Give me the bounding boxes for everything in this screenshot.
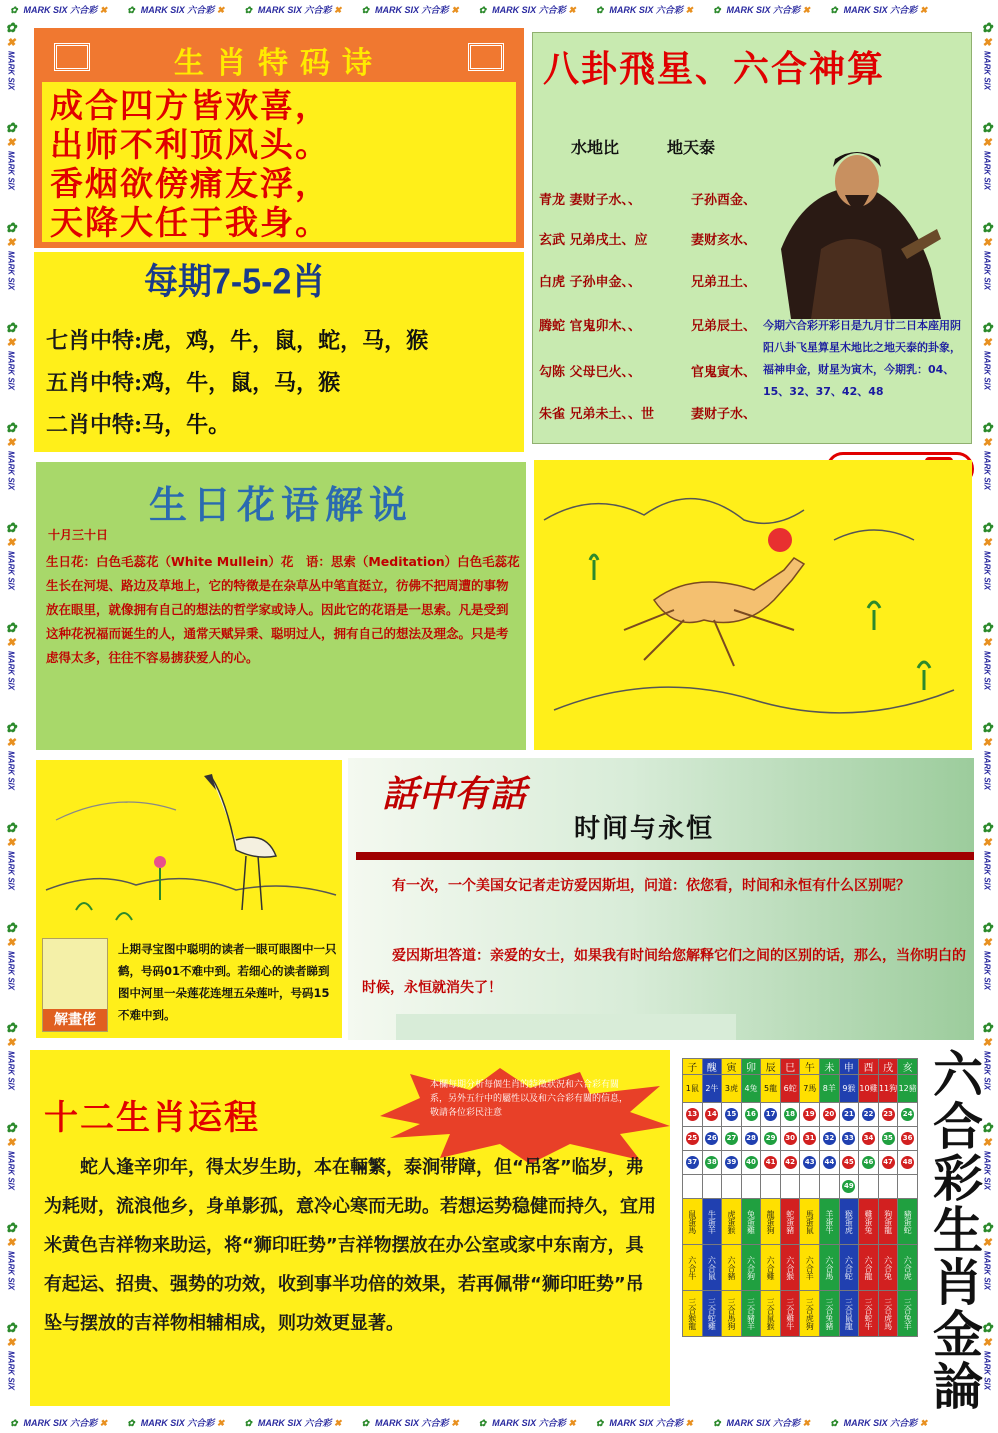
table-cell: 午 [800, 1059, 820, 1075]
table-cell [859, 1103, 879, 1127]
number-ball: 33 [842, 1132, 855, 1145]
story-title-1: 話中有話 [382, 773, 527, 815]
border-tile: ✿ ✖ MARK SIX [981, 320, 993, 391]
table-cell [800, 1151, 820, 1175]
gua-line-right: 兄弟辰土、 [691, 319, 757, 334]
answer-badge [42, 938, 108, 1032]
relation-row [683, 1291, 918, 1337]
table-cell [878, 1103, 898, 1127]
table-cell: 未 [820, 1059, 840, 1075]
number-ball: 20 [823, 1108, 836, 1121]
border-tile: ✿ ✖ MARK SIX [981, 20, 993, 91]
number-ball: 23 [882, 1108, 895, 1121]
table-cell [898, 1151, 918, 1175]
table-cell [878, 1175, 898, 1199]
top-border [0, 0, 998, 20]
gua-line-left: 朱雀 兄弟未土、、世 [539, 407, 655, 422]
table-cell: 兔蛋雞 [741, 1199, 761, 1245]
border-tile: ✿ ✖ MARK SIX [5, 520, 17, 591]
table-cell: 醜 [702, 1059, 722, 1075]
table-cell [859, 1127, 879, 1151]
border-tile: ✿ MARK SIX 六合彩 ✖ [595, 1418, 693, 1428]
zodiac-grid [682, 1058, 918, 1337]
number-ball: 39 [725, 1156, 738, 1169]
table-cell: 三合猴龍 [683, 1291, 703, 1337]
table-cell: 六合馬 [820, 1245, 840, 1291]
border-tile: ✿ ✖ MARK SIX [981, 1220, 993, 1291]
table-cell [839, 1127, 859, 1151]
story-paragraph: 爱因斯坦答道：亲爱的女士，如果我有时间给您解释它们之间的区别的话，那么，当你明白的时候，永恒就消失了！ [362, 948, 966, 996]
table-cell [683, 1127, 703, 1151]
table-cell: 六合羊 [800, 1245, 820, 1291]
table-cell [683, 1175, 703, 1199]
gua-name-2: 地天泰 [667, 138, 716, 157]
table-cell: 寅 [722, 1059, 742, 1075]
poem-title-ornament-right [468, 43, 504, 71]
border-tile: ✿ MARK SIX 六合彩 ✖ [830, 1418, 928, 1428]
number-ball: 25 [686, 1132, 699, 1145]
table-cell [683, 1151, 703, 1175]
left-border [0, 20, 22, 1413]
flower-text: 生日花：白色毛蕊花（White Mullein）花 语：思索（Meditation）白色毛蕊花生长在河堤、路边及草地上，它的特徵是在杂草丛中笔直挺立，彷佛不把周遭的事物放在眼里，就像拥有自己的想法的哲学家或诗人。因此它的花语是一思索。凡是受到这种花祝福而诞生的人，通常天赋异秉、聪明过人，拥有自己的想法及理念。只是考虑得太多，往往不容易掳获爱人的心。 [46, 554, 520, 665]
number-ball: 29 [764, 1132, 777, 1145]
table-cell [741, 1103, 761, 1127]
vertical-title: 六合彩生肖金論 [925, 1048, 984, 1412]
table-cell: 11狗 [878, 1075, 898, 1103]
table-cell [702, 1175, 722, 1199]
table-cell [898, 1175, 918, 1199]
border-tile: ✿ ✖ MARK SIX [5, 820, 17, 891]
table-cell: 申 [839, 1059, 859, 1075]
table-cell [741, 1175, 761, 1199]
table-cell: 三合豬羊 [741, 1291, 761, 1337]
border-tile: ✿ ✖ MARK SIX [5, 720, 17, 791]
table-cell: 豬蛋蛇 [898, 1199, 918, 1245]
deer-drawing-image [534, 460, 972, 750]
table-cell [898, 1127, 918, 1151]
bagua-info: 今期六合彩开彩日是九月廿二日本座用阴阳八卦飞星算星木地比之地天泰的卦象，福神申金，财星为寅木，今期乳：04、15、32、37、42、48 [763, 319, 961, 398]
table-cell [702, 1103, 722, 1127]
number-ball: 44 [823, 1156, 836, 1169]
crane-drawing-image [36, 760, 342, 936]
table-cell [820, 1127, 840, 1151]
table-cell: 虎蛋猴 [722, 1199, 742, 1245]
border-tile: ✿ ✖ MARK SIX [5, 220, 17, 291]
table-cell [722, 1103, 742, 1127]
table-cell: 六合狗 [741, 1245, 761, 1291]
table-cell: 三合蛇牛 [859, 1291, 879, 1337]
border-tile: ✿ ✖ MARK SIX [981, 120, 993, 191]
number-ball: 32 [823, 1132, 836, 1145]
border-tile: ✿ MARK SIX 六合彩 ✖ [10, 5, 108, 15]
poem-title: 生肖特码诗 [174, 46, 384, 81]
prediction-label: 七肖中特: [46, 328, 143, 354]
table-cell [722, 1127, 742, 1151]
table-cell [741, 1127, 761, 1151]
border-tile: ✿ ✖ MARK SIX [5, 1120, 17, 1191]
table-cell: 雞蛋兔 [859, 1199, 879, 1245]
story-panel [348, 758, 974, 1040]
table-cell [800, 1175, 820, 1199]
prediction-label: 二肖中特: [46, 412, 143, 438]
table-cell: 六合牛 [683, 1245, 703, 1291]
table-cell: 馬蛋鼠 [800, 1199, 820, 1245]
table-cell: 蛇蛋豬 [780, 1199, 800, 1245]
table-cell: 子 [683, 1059, 703, 1075]
answer-badge-label: 解畫佬 [43, 1009, 107, 1031]
table-cell [820, 1175, 840, 1199]
ball-row [683, 1175, 918, 1199]
table-cell [800, 1127, 820, 1151]
number-ball: 47 [882, 1156, 895, 1169]
table-cell: 卯 [741, 1059, 761, 1075]
poem-body [42, 82, 516, 242]
table-cell: 六合蛇 [839, 1245, 859, 1291]
table-cell [702, 1127, 722, 1151]
table-cell [780, 1103, 800, 1127]
table-cell [859, 1151, 879, 1175]
table-cell [839, 1103, 859, 1127]
number-ball: 40 [745, 1156, 758, 1169]
table-cell: 3虎 [722, 1075, 742, 1103]
border-tile: ✿ ✖ MARK SIX [981, 720, 993, 791]
prediction-heading: 每期7-5-2肖 [144, 262, 326, 303]
table-cell: 六合兔 [878, 1245, 898, 1291]
poem-line: 成合四方皆欢喜， [50, 86, 330, 125]
gua-line-right: 子孙酉金、 [691, 193, 757, 208]
border-tile: ✿ MARK SIX 六合彩 ✖ [361, 1418, 459, 1428]
gua-name-1: 水地比 [571, 138, 620, 157]
table-cell [839, 1151, 859, 1175]
number-ball: 13 [686, 1108, 699, 1121]
border-tile: ✿ ✖ MARK SIX [981, 220, 993, 291]
ball-row [683, 1103, 918, 1127]
table-cell: 8羊 [820, 1075, 840, 1103]
border-tile: ✿ MARK SIX 六合彩 ✖ [595, 5, 693, 15]
ball-row [683, 1127, 918, 1151]
prediction-row [46, 408, 230, 439]
flower-language-panel [36, 462, 526, 750]
story-footer-band [396, 1014, 736, 1040]
crane-panel [36, 760, 342, 1038]
table-cell: 三合蛇雞 [702, 1291, 722, 1337]
number-ball: 30 [784, 1132, 797, 1145]
gua-line-left: 玄武 兄弟戌土、应 [539, 233, 648, 248]
border-tile: ✿ ✖ MARK SIX [5, 1020, 17, 1091]
border-tile: ✿ ✖ MARK SIX [5, 620, 17, 691]
number-ball: 42 [784, 1156, 797, 1169]
gua-line [539, 189, 757, 208]
table-cell: 三合鼠龍 [839, 1291, 859, 1337]
deer-illustration-panel [534, 460, 972, 750]
table-cell [878, 1151, 898, 1175]
border-tile: ✿ ✖ MARK SIX [981, 1120, 993, 1191]
story-paragraph: 有一次，一个美国女记者走访爱因斯坦，问道：依您看，时间和永恒有什么区别呢？ [392, 878, 910, 894]
prediction-value: 鸡，牛，鼠，马，猴 [142, 370, 341, 396]
table-cell [800, 1103, 820, 1127]
bagua-panel [532, 32, 972, 444]
table-cell [761, 1103, 781, 1127]
table-cell: 三合兔豬 [820, 1291, 840, 1337]
border-tile: ✿ ✖ MARK SIX [5, 120, 17, 191]
table-cell [761, 1151, 781, 1175]
prediction-value: 马，牛。 [142, 412, 231, 438]
number-ball: 35 [882, 1132, 895, 1145]
table-cell: 戌 [878, 1059, 898, 1075]
prediction-row [46, 366, 340, 397]
gua-line-left: 腾蛇 官鬼卯木、、 [539, 319, 642, 334]
number-ball: 48 [901, 1156, 914, 1169]
table-cell: 巳 [780, 1059, 800, 1075]
table-cell: 辰 [761, 1059, 781, 1075]
relation-row [683, 1245, 918, 1291]
table-cell: 六合猴 [780, 1245, 800, 1291]
gua-line-left: 白虎 子孙申金、、 [539, 275, 642, 290]
table-cell [780, 1127, 800, 1151]
table-cell: 羊蛋牛 [820, 1199, 840, 1245]
number-ball: 37 [686, 1156, 699, 1169]
number-ball: 26 [705, 1132, 718, 1145]
border-tile: ✿ MARK SIX 六合彩 ✖ [127, 5, 225, 15]
number-ball: 45 [842, 1156, 855, 1169]
table-cell [702, 1151, 722, 1175]
zodiac-fortune-panel [30, 1050, 670, 1406]
table-cell: 4兔 [741, 1075, 761, 1103]
prediction-label: 五肖中特: [46, 370, 143, 396]
gua-line-right: 妻财子水、 [691, 407, 757, 422]
number-ball: 18 [784, 1108, 797, 1121]
gua-line-right: 兄弟丑土、 [691, 275, 757, 290]
story-title-2: 时间与永恒 [574, 814, 715, 844]
gua-line [539, 403, 757, 422]
gua-line-right: 官鬼寅木、 [691, 365, 757, 380]
border-tile: ✿ ✖ MARK SIX [5, 920, 17, 991]
border-tile: ✿ MARK SIX 六合彩 ✖ [361, 5, 459, 15]
table-cell: 7馬 [800, 1075, 820, 1103]
border-tile: ✿ MARK SIX 六合彩 ✖ [244, 5, 342, 15]
poem-line: 出师不利顶风头。 [50, 125, 330, 164]
border-tile: ✿ ✖ MARK SIX [981, 420, 993, 491]
table-cell: 狗蛋龍 [878, 1199, 898, 1245]
table-cell [761, 1175, 781, 1199]
table-cell: 六合龍 [859, 1245, 879, 1291]
border-tile: ✿ ✖ MARK SIX [5, 1320, 17, 1391]
table-cell: 6蛇 [780, 1075, 800, 1103]
table-cell: 9猴 [839, 1075, 859, 1103]
gua-line [539, 361, 757, 380]
table-cell: 5龍 [761, 1075, 781, 1103]
border-tile: ✿ MARK SIX 六合彩 ✖ [244, 1418, 342, 1428]
gua-line-left: 勾陈 父母巳火、、 [539, 365, 642, 380]
table-cell [839, 1175, 859, 1199]
number-ball: 17 [764, 1108, 777, 1121]
table-cell: 酉 [859, 1059, 879, 1075]
table-cell: 六合豬 [722, 1245, 742, 1291]
number-ball: 19 [803, 1108, 816, 1121]
border-tile: ✿ ✖ MARK SIX [5, 20, 17, 91]
border-tile: ✿ ✖ MARK SIX [981, 1020, 993, 1091]
number-ball: 43 [803, 1156, 816, 1169]
gua-line [539, 271, 757, 290]
table-cell: 六合鼠 [702, 1245, 722, 1291]
gua-line-right: 妻财亥水、 [691, 233, 757, 248]
table-cell: 三合虎狗 [800, 1291, 820, 1337]
table-cell [722, 1175, 742, 1199]
table-cell: 龍蛋狗 [761, 1199, 781, 1245]
fortune-title: 十二生肖运程 [44, 1098, 260, 1138]
table-cell [761, 1127, 781, 1151]
table-cell [859, 1175, 879, 1199]
vertical-title-panel [924, 1048, 986, 1412]
bagua-title: 八卦飛星、六合神算 [543, 48, 886, 90]
poem-title-bar [40, 34, 518, 81]
starburst-text: 本欄每期分析每個生肖的特徵狀況和六合彩有關系，另外五行中的屬性以及和六合彩有關的信息，敬請各位彩民注意 [430, 1080, 629, 1118]
table-cell: 三合馬狗 [722, 1291, 742, 1337]
table-cell [820, 1103, 840, 1127]
table-cell [741, 1151, 761, 1175]
table-cell [780, 1151, 800, 1175]
fortune-text: 蛇人逢辛卯年，得太岁生助，本在輛繁，泰涧带障，但“吊客”临岁，弗为耗财，流浪他乡，身单影孤，意冷心寒而无助。若想运势稳健而持久，宜用米黄色吉祥物来助运，将“狮印旺势”吉祥物摆放在办公室或家中东南方，具有起运、招贵、强势的功效，收到事半功倍的效果，若再佩带“狮印旺势”吊坠与摆放的吉祥物相辅相成，则功效更显著。 [44, 1157, 656, 1334]
zodiac-table [682, 1058, 918, 1402]
table-cell [722, 1151, 742, 1175]
table-cell: 12豬 [898, 1075, 918, 1103]
table-cell: 三合虎馬 [878, 1291, 898, 1337]
border-tile: ✿ MARK SIX 六合彩 ✖ [127, 1418, 225, 1428]
border-tile: ✿ MARK SIX 六合彩 ✖ [10, 1418, 108, 1428]
number-ball: 28 [745, 1132, 758, 1145]
gua-line [539, 315, 757, 334]
number-ball: 27 [725, 1132, 738, 1145]
prediction-value: 虎，鸡，牛，鼠，蛇，马，猴 [142, 328, 429, 354]
prediction-panel [34, 252, 524, 452]
poem-line: 天降大任于我身。 [50, 203, 330, 242]
table-cell: 猴蛋虎 [839, 1199, 859, 1245]
sage-portrait-image [761, 129, 947, 319]
table-cell: 三合鼠猴 [761, 1291, 781, 1337]
table-cell [683, 1103, 703, 1127]
border-tile: ✿ MARK SIX 六合彩 ✖ [478, 1418, 576, 1428]
table-cell: 六合虎 [898, 1245, 918, 1291]
gua-line-left: 青龙 妻财子水、、 [539, 193, 642, 208]
table-cell: 亥 [898, 1059, 918, 1075]
number-ball: 15 [725, 1108, 738, 1121]
border-tile: ✿ ✖ MARK SIX [5, 1220, 17, 1291]
number-ball: 49 [842, 1180, 855, 1193]
table-cell [898, 1103, 918, 1127]
number-row [683, 1075, 918, 1103]
border-tile: ✿ ✖ MARK SIX [5, 420, 17, 491]
table-cell: 1鼠 [683, 1075, 703, 1103]
table-cell: 三合兔羊 [898, 1291, 918, 1337]
bottom-border [0, 1413, 998, 1433]
number-ball: 36 [901, 1132, 914, 1145]
border-tile: ✿ MARK SIX 六合彩 ✖ [712, 1418, 811, 1428]
gua-line [539, 229, 757, 248]
crane-caption: 上期寻宝图中聪明的读者一眼可眼图中一只鹤，号码01不难中到。若细心的读者睇到图中河里一朵莲花连埋五朵莲叶，号码15不难中到。 [118, 942, 337, 1022]
zodiac-poem-panel [34, 28, 524, 248]
table-cell [878, 1127, 898, 1151]
border-tile: ✿ ✖ MARK SIX [5, 320, 17, 391]
border-tile: ✿ ✖ MARK SIX [981, 920, 993, 991]
border-tile: ✿ ✖ MARK SIX [981, 820, 993, 891]
poem-line: 香烟欲傍痛友浮， [50, 164, 330, 203]
number-ball: 14 [705, 1108, 718, 1121]
number-ball: 16 [745, 1108, 758, 1121]
number-ball: 34 [862, 1132, 875, 1145]
table-cell [780, 1175, 800, 1199]
table-cell: 牛蛋羊 [702, 1199, 722, 1245]
border-tile: ✿ ✖ MARK SIX [981, 1320, 993, 1391]
number-ball: 24 [901, 1108, 914, 1121]
prediction-row [46, 324, 428, 355]
number-ball: 41 [764, 1156, 777, 1169]
branch-row [683, 1059, 918, 1075]
relation-row [683, 1199, 918, 1245]
ball-row [683, 1151, 918, 1175]
border-tile: ✿ ✖ MARK SIX [981, 620, 993, 691]
number-ball: 38 [705, 1156, 718, 1169]
table-cell: 三合雞牛 [780, 1291, 800, 1337]
border-tile: ✿ ✖ MARK SIX [981, 520, 993, 591]
table-cell [820, 1151, 840, 1175]
number-ball: 22 [862, 1108, 875, 1121]
table-cell: 鼠蛋馬 [683, 1199, 703, 1245]
table-cell: 2牛 [702, 1075, 722, 1103]
number-ball: 21 [842, 1108, 855, 1121]
border-tile: ✿ MARK SIX 六合彩 ✖ [830, 5, 928, 15]
border-tile: ✿ MARK SIX 六合彩 ✖ [712, 5, 811, 15]
table-cell: 10雞 [859, 1075, 879, 1103]
number-ball: 31 [803, 1132, 816, 1145]
flower-date: 十月三十日 [48, 528, 109, 542]
story-divider [356, 852, 974, 860]
number-ball: 46 [862, 1156, 875, 1169]
flower-title: 生日花语解说 [148, 482, 413, 527]
border-tile: ✿ MARK SIX 六合彩 ✖ [478, 5, 576, 15]
table-cell: 六合雞 [761, 1245, 781, 1291]
